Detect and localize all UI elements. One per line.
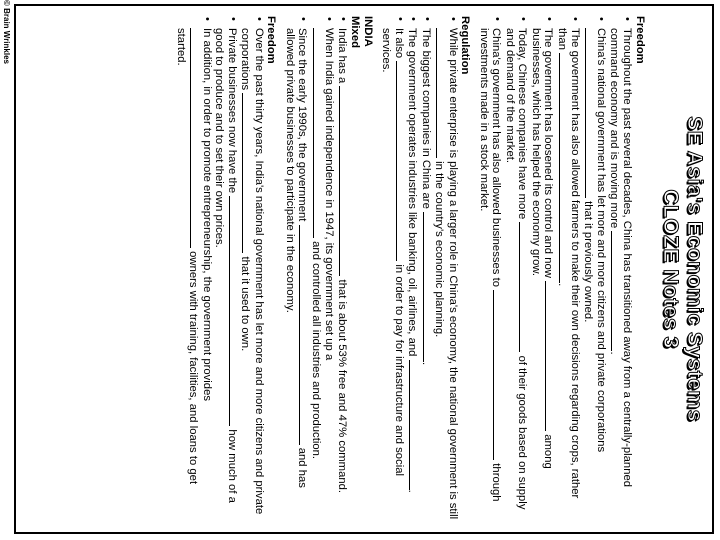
- china-freedom-list: [478, 16, 634, 522]
- list-item: • Private businesses now have the how much of a good to produce and to set their own prices.: [213, 28, 239, 522]
- answer-blank[interactable]: [546, 281, 556, 431]
- worksheet-content: [175, 16, 647, 522]
- answer-blank[interactable]: [313, 28, 323, 238]
- copyright-notice: [0, 0, 12, 540]
- list-item: • The government has loosened its control and now among businesses, which has helped the economy grow.: [530, 28, 556, 522]
- india-heading: INDIA: [362, 16, 374, 47]
- answer-blank[interactable]: [423, 212, 433, 362]
- answer-blank[interactable]: [520, 222, 530, 352]
- answer-blank[interactable]: [585, 28, 595, 198]
- list-item: • China's national government has let more and more citizens and private corporations that it previously owned.: [582, 28, 608, 522]
- answer-blank[interactable]: [437, 28, 447, 158]
- answer-blank[interactable]: [396, 61, 406, 261]
- list-item: • The government operates industries like banking, oil, airlines, and .: [406, 28, 420, 522]
- list-item: • Over the past thirty years, India's national government has let more and more citizens and private corporations that it used to own.: [239, 28, 265, 522]
- answer-blank[interactable]: [229, 196, 239, 426]
- answer-blank[interactable]: [559, 53, 569, 283]
- answer-blank[interactable]: [410, 360, 420, 490]
- list-item: • India has a that is about 53% free and 47% command.: [336, 28, 350, 522]
- india-freedom-list: [175, 16, 266, 522]
- worksheet-title: SE Asia's Economic Systems: [683, 116, 706, 422]
- worksheet-page: [16, 6, 712, 532]
- list-item: • The government has also allowed farmers to make their own decisions regarding crops, rather than .: [556, 28, 582, 522]
- india-mixed-list: [284, 16, 350, 522]
- answer-blank[interactable]: [191, 28, 201, 248]
- answer-blank[interactable]: [494, 290, 504, 460]
- china-regulation-list: [380, 16, 459, 522]
- list-item: • While private enterprise is playing a larger role in China's economy, the national government is still in the country's economic planning.: [433, 28, 459, 522]
- worksheet-subtitle: CLOZE Notes 3: [659, 189, 682, 349]
- worksheet-frame: [14, 4, 714, 534]
- answer-blank[interactable]: [611, 231, 621, 351]
- india-mixed-heading: Mixed: [349, 16, 362, 49]
- list-item: • Today, Chinese companies have more of their goods based on supply and demand of the market.: [504, 28, 530, 522]
- india-freedom-heading: Freedom: [265, 16, 278, 64]
- answer-blank[interactable]: [300, 225, 310, 445]
- list-item: • China's government has also allowed businesses to through investments made in a stock market.: [478, 28, 504, 522]
- list-item: • When India gained independence in 1947, its government set up a and controlled all industries and production.: [310, 28, 336, 522]
- answer-blank[interactable]: [339, 86, 349, 276]
- list-item: • In addition, in order to promote entrepreneurship, the government provides owners with training, facilities, and loans to get started.: [175, 28, 214, 522]
- answer-blank[interactable]: [243, 93, 253, 253]
- china-regulation-heading: Regulation: [459, 16, 472, 75]
- copyright-text: © Brain Wrinkles: [2, 0, 11, 64]
- list-item: • It also in order to pay for infrastructure and social services.: [380, 28, 406, 522]
- list-item: • Since the early 1990s, the government and has allowed private businesses to participate in the economy.: [284, 28, 310, 522]
- list-item: • The biggest companies in China are .: [420, 28, 434, 522]
- china-freedom-heading: Freedom: [634, 16, 646, 64]
- list-item: • Throughout the past several decades, China has transitioned away from a centrally-planned command economy and is moving more .: [608, 28, 634, 522]
